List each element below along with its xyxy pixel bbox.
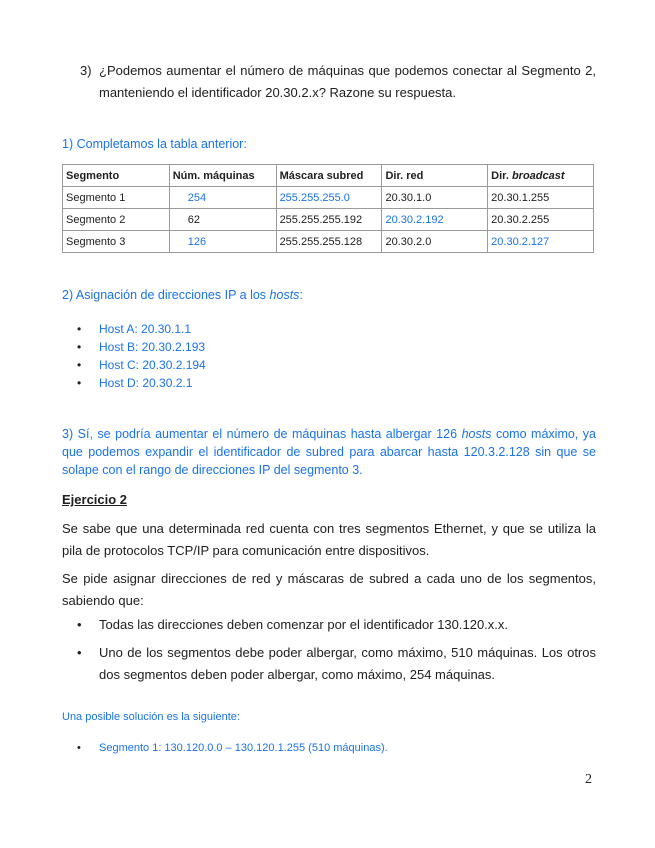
header-dir-broadcast-text: Dir. broadcast [491, 169, 565, 182]
table-cell: 254 [169, 187, 276, 209]
answer-3-prefix: 3) Sí, se podría aumentar el número de máquinas hasta albergar 126 [62, 427, 462, 441]
list-item: • Segmento 1: 130.120.0.0 – 130.120.1.255 (510 máquinas). [62, 740, 388, 756]
answer-3-suffix: como máximo, ya que podemos expandir el identificador de subred para abarcar hasta 120.3.2.128 sin que se solape con el rango de direcciones IP del segmento 3. [62, 427, 596, 477]
header-num-maquinas: Núm. máquinas [169, 165, 276, 187]
exercise-2-paragraph-2: Se pide asignar direcciones de red y máscaras de subred a cada uno de los segmentos, sabiendo que: [62, 571, 596, 608]
exercise-2-title: Ejercicio 2 [62, 492, 128, 507]
header-dir-broadcast [488, 165, 594, 187]
segments-table [62, 164, 594, 253]
header-mascara: Máscara subred [276, 165, 382, 187]
hosts-list [62, 320, 206, 392]
list-item: • Host D: 20.30.2.1 [62, 374, 206, 392]
table-cell: 255.255.255.192 [276, 209, 382, 231]
page-number: 2 [585, 772, 592, 787]
table-cell: Segmento 2 [63, 209, 170, 231]
section-2-prefix: 2) Asignación de direcciones IP a los [62, 288, 270, 302]
list-item: • Host A: 20.30.1.1 [62, 320, 206, 338]
table-row [63, 187, 594, 209]
section-2-emphasis: hosts [269, 288, 300, 302]
question-number: 3) [80, 63, 92, 78]
exercise-2-paragraph-1: Se sabe que una determinada red cuenta con tres segmentos Ethernet, y que se utiliza la pila de protocolos TCP/IP para comunicación entre dispositivos. [62, 521, 596, 558]
section-2-heading [62, 288, 303, 302]
table-cell: 20.30.2.127 [488, 231, 594, 253]
list-item: • Host C: 20.30.2.194 [62, 356, 206, 374]
table-cell: 20.30.2.255 [488, 209, 594, 231]
header-dir-broadcast-emphasis: broadcast [511, 169, 565, 182]
requirements-list [62, 614, 596, 692]
table-cell: 255.255.255.128 [276, 231, 382, 253]
list-item: • Uno de los segmentos debe poder albergar, como máximo, 510 máquinas. Los otros dos segmentos deben poder albergar, como máximo, 254 máquinas. [62, 642, 596, 686]
table-cell: 20.30.2.0 [382, 231, 488, 253]
solution-intro: Una posible solución es la siguiente: [62, 711, 240, 723]
list-item: • Todas las direcciones deben comenzar por el identificador 130.120.x.x. [62, 614, 596, 636]
table-cell: 62 [169, 209, 276, 231]
table-row [63, 209, 594, 231]
question-text: ¿Podemos aumentar el número de máquinas que podemos conectar al Segmento 2, manteniendo el identificador 20.30.2.x? Razone su respuesta. [99, 63, 596, 100]
table-cell: 255.255.255.0 [276, 187, 382, 209]
table-cell: 126 [169, 231, 276, 253]
question-3 [80, 60, 596, 104]
table-cell: Segmento 1 [63, 187, 170, 209]
list-item: • Host B: 20.30.2.193 [62, 338, 206, 356]
answer-3 [62, 425, 596, 479]
section-2-suffix: : [299, 288, 303, 302]
section-1-heading: 1) Completamos la tabla anterior: [62, 137, 247, 151]
header-segmento: Segmento [63, 165, 170, 187]
table-cell: 20.30.1.0 [382, 187, 488, 209]
table-cell: 20.30.1.255 [488, 187, 594, 209]
solution-list [62, 740, 388, 756]
header-dir-red: Dir. red [382, 165, 488, 187]
answer-3-emphasis: hosts [461, 427, 492, 441]
table-cell: Segmento 3 [63, 231, 170, 253]
table-row [63, 231, 594, 253]
table-header-row [63, 165, 594, 187]
table-cell: 20.30.2.192 [382, 209, 488, 231]
